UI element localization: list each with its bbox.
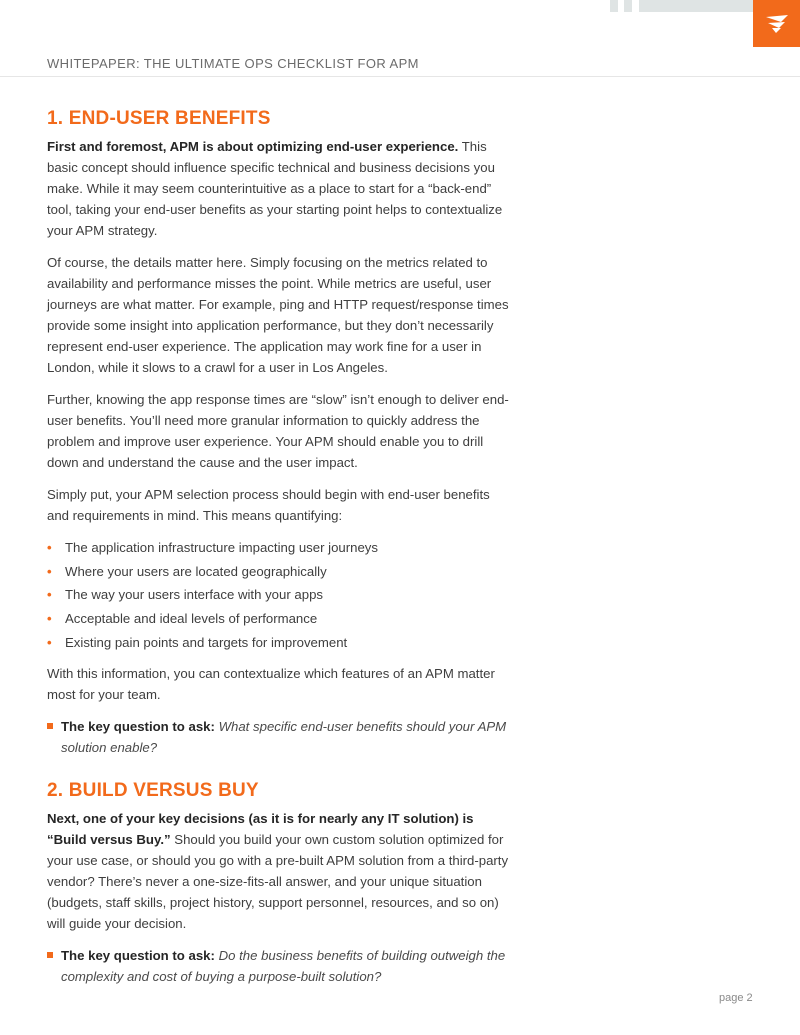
key-question-text: What specific end-user benefits should your APM solution enable? bbox=[61, 718, 507, 755]
key-question-label: The key question to ask: bbox=[61, 718, 215, 734]
paragraph bbox=[47, 808, 512, 934]
solarwinds-logo-icon bbox=[764, 13, 790, 35]
paragraph bbox=[47, 136, 512, 241]
section-heading-end-user-benefits: 1. END-USER BENEFITS bbox=[47, 108, 271, 129]
header-decoration-bar bbox=[639, 0, 753, 12]
header-divider bbox=[0, 76, 800, 77]
bullet-icon: • bbox=[47, 587, 52, 603]
header-decoration-bar bbox=[624, 0, 632, 12]
body-text: This basic concept should influence specific technical and business decisions you make. While it may seem counterintuitive as a place to start for a “back-end” tool, taking your end-user benefits as your starting point helps to contextualize your APM strategy. bbox=[47, 139, 503, 238]
paragraph: Further, knowing the app response times are “slow” isn’t enough to deliver end-user benefits. You’ll need more granular information to quickly address the problem and improve user experience. Your APM should enable you to drill down and understand the cause and the user impact. bbox=[47, 392, 509, 470]
key-question-callout bbox=[47, 945, 512, 987]
list-item: • Existing pain points and targets for improvement bbox=[47, 632, 512, 653]
bullet-icon: • bbox=[47, 611, 52, 627]
section-heading-build-versus-buy: 2. BUILD VERSUS BUY bbox=[47, 779, 259, 801]
key-question-label: The key question to ask: bbox=[61, 947, 215, 963]
square-bullet-icon bbox=[47, 952, 53, 958]
bullet-icon: • bbox=[47, 563, 52, 579]
bullet-icon: • bbox=[47, 540, 52, 555]
requirements-list bbox=[47, 537, 512, 653]
header-decoration-bar bbox=[610, 0, 618, 12]
bullet-icon: • bbox=[47, 634, 52, 650]
key-question-text: Do the business benefits of building outweigh the complexity and cost of buying a purpose-built solution? bbox=[61, 947, 506, 984]
list-item: • Where your users are located geographically bbox=[47, 561, 512, 582]
paragraph: Simply put, your APM selection process should begin with end-user benefits and requirements in mind. This means quantifying: bbox=[47, 487, 490, 523]
paragraph: Of course, the details matter here. Simply focusing on the metrics related to availability and performance misses the point. While metrics are useful, user journeys are what matter. For example, ping and HTTP request/response times provide some insight into application performance, but they don’t necessarily represent end-user experience. The application may work fine for a user in London, while it slows to a crawl for a user in Los Angeles. bbox=[47, 255, 509, 375]
main-content bbox=[47, 108, 512, 998]
square-bullet-icon bbox=[47, 723, 53, 729]
key-question-callout bbox=[47, 716, 512, 758]
list-item: • The way your users interface with your apps bbox=[47, 584, 512, 605]
lead-text: First and foremost, APM is about optimizing end-user experience. bbox=[47, 139, 459, 154]
document-header-title: WHITEPAPER: THE ULTIMATE OPS CHECKLIST FOR APM bbox=[47, 56, 419, 71]
paragraph: With this information, you can contextualize which features of an APM matter most for your team. bbox=[47, 665, 495, 702]
page-number: page 2 bbox=[719, 992, 753, 1004]
list-item: • The application infrastructure impacting user journeys bbox=[47, 537, 512, 558]
body-text: Should you build your own custom solution optimized for your use case, or should you go with a pre-built APM solution from a third-party vendor? There’s never a one-size-fits-all answer, and your unique situation (budgets, staff skills, project history, support personnel, resources, and so on) will guide your decision. bbox=[47, 831, 509, 931]
lead-text: Next, one of your key decisions (as it is for nearly any IT solution) is “Build versus Buy.” bbox=[47, 810, 474, 847]
brand-logo bbox=[753, 0, 800, 47]
list-item: • Acceptable and ideal levels of performance bbox=[47, 608, 512, 629]
